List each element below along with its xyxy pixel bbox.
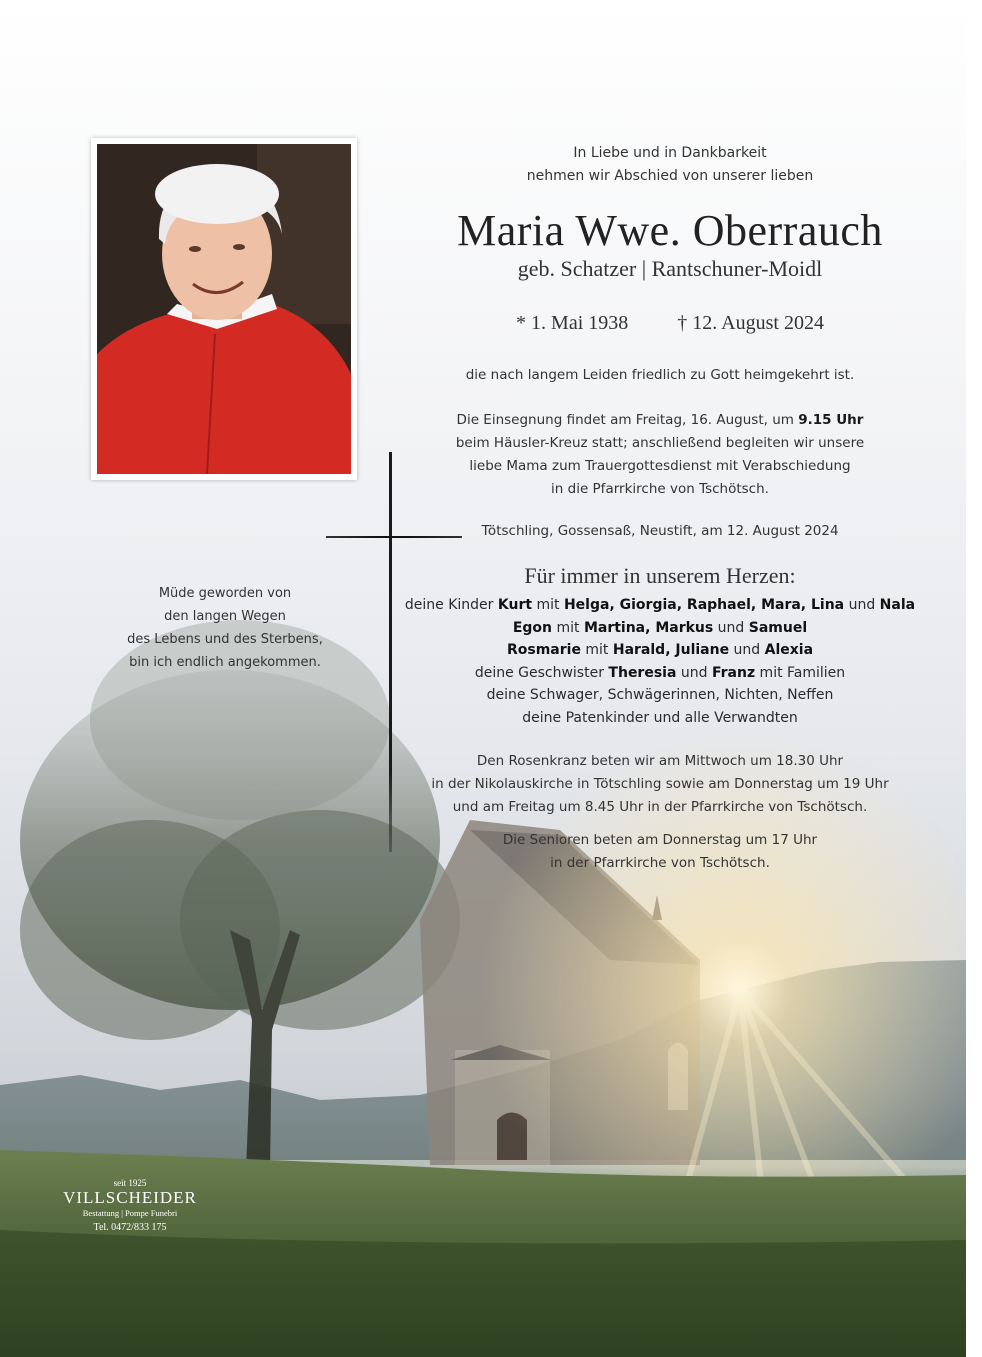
funeral-text-line: Die Einsegnung findet am Freitag, 16. August, um [456,412,799,428]
family-text: deine Geschwister [474,664,609,681]
funeral-text-line: beim Häusler-Kreuz statt; anschließend begleiten wir unsere [455,435,865,451]
family-name: Nala [879,597,916,613]
poem-line: des Lebens und des Sterbens, [127,632,323,647]
family-list [380,594,940,729]
family-text: mit [552,619,584,636]
seniors-text [400,829,920,875]
family-row [380,639,940,662]
logo-brand: VILLSCHEIDER [63,1188,197,1207]
family-text: und [676,664,712,681]
family-name: Martina, Markus [583,619,714,636]
intro-text [420,142,920,188]
funeral-text [400,409,920,501]
funeral-text-line: in die Pfarrkirche von Tschötsch. [551,481,769,497]
intro-line: In Liebe und in Dankbarkeit [573,145,767,161]
passing-text: die nach langem Leiden friedlich zu Gott heimgekehrt ist. [465,367,855,383]
poem-line: bin ich endlich angekommen. [129,655,321,670]
logo-since: seit 1925 [113,1178,147,1188]
family-row: deine Schwager, Schwägerinnen, Nichten, Neffen [486,687,834,703]
death-date: † 12. August 2024 [677,312,824,334]
family-name: Helga, Giorgia, Raphael, Mara, Lina [563,597,845,613]
rosary-line: Den Rosenkranz beten wir am Mittwoch um 18.30 Uhr [476,753,844,769]
family-name: Rosmarie [506,642,581,658]
birth-date: * 1. Mai 1938 [516,312,629,334]
rosary-text [400,750,920,819]
funeral-text-line: liebe Mama zum Trauergottesdienst mit Verabschiedung [469,458,851,474]
family-row: deine Patenkinder und alle Verwandten [522,709,798,726]
family-name: Franz [711,664,756,681]
family-name: Samuel [748,619,808,636]
family-name: Egon [512,619,553,636]
forever-heading: Für immer in unserem Herzen: [524,563,796,588]
family-row [380,594,940,617]
rosary-line: in der Nikolauskirche in Tötschling sowie am Donnerstag um 19 Uhr [431,776,889,792]
family-name: Kurt [497,597,533,613]
family-name: Harald, Juliane [612,642,730,658]
family-text: deine Kinder [404,597,498,613]
poem-line: Müde geworden von [158,586,292,601]
family-text: mit [532,597,564,613]
funeral-time: 9.15 Uhr [798,412,864,428]
family-text: und [713,619,749,636]
intro-line: nehmen wir Abschied von unserer lieben [526,168,814,184]
undertaker-logo [50,1178,210,1233]
seniors-line: Die Senioren beten am Donnerstag um 17 Uhr [502,832,818,848]
logo-subtitle: Bestattung | Pompe Funebri [82,1208,178,1218]
portrait-photo [91,138,357,480]
life-dates [380,312,960,335]
family-name: Alexia [764,642,814,658]
logo-phone: Tel. 0472/833 175 [93,1222,167,1233]
poem [100,582,350,674]
maiden-name: geb. Schatzer | Rantschuner-Moidl [517,256,823,281]
family-text: mit Familien [755,664,846,681]
family-row [380,662,940,685]
family-row [380,617,940,640]
poem-line: den langen Wegen [164,609,286,624]
family-text: und [729,642,765,658]
seniors-line: in der Pfarrkirche von Tschötsch. [550,855,770,871]
rosary-line: und am Freitag um 8.45 Uhr in der Pfarrkirche von Tschötsch. [452,799,868,815]
portrait-image [97,144,351,474]
place-date: Tötschling, Gossensaß, Neustift, am 12. August 2024 [481,523,839,539]
family-text: und [844,597,880,613]
family-text: mit [580,642,613,658]
deceased-name: Maria Wwe. Oberrauch [457,206,883,255]
family-name: Theresia [608,664,677,681]
